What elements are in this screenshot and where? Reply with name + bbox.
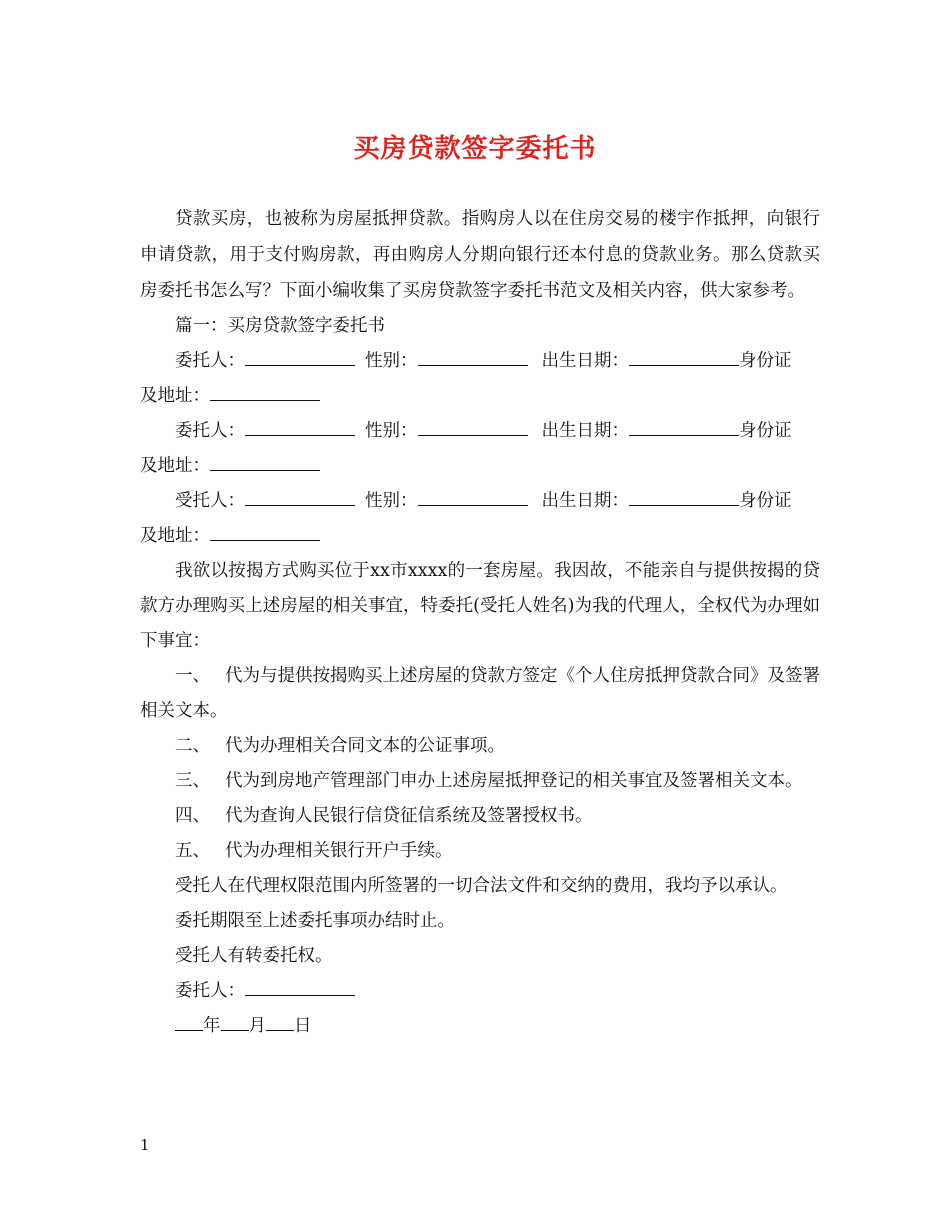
form-row — [140, 484, 820, 519]
page-number: 1 — [140, 1136, 150, 1154]
address-row — [140, 519, 820, 554]
statement-paragraph: 我欲以按揭方式购买位于xx市xxxx的一套房屋。我因故，不能亲自与提供按揭的贷款方办理购买上述房屋的相关事宜，特委托(受托人姓名)为我的代理人，全权代为办理如下事宜： — [140, 561, 820, 651]
item-number: 五、 — [175, 841, 210, 861]
item-text: 代为查询人民银行信贷征信系统及签署授权书。 — [225, 806, 593, 826]
item-number: 三、 — [175, 771, 210, 791]
role-label: 受托人： — [175, 491, 245, 511]
form-block-2 — [140, 414, 820, 484]
birth-blank — [629, 347, 739, 366]
address-blank — [210, 382, 320, 401]
address-row — [140, 379, 820, 414]
document-title: 买房贷款签字委托书 — [353, 134, 597, 164]
gender-label: 性别： — [365, 351, 418, 371]
date-row — [140, 1009, 820, 1044]
document-body — [140, 201, 820, 1044]
gender-blank — [418, 417, 528, 436]
list-item-4 — [140, 799, 820, 834]
day-blank — [266, 1012, 294, 1031]
gender-label: 性别： — [365, 421, 418, 441]
intro-paragraph: 贷款买房，也被称为房屋抵押贷款。指购房人以在住房交易的楼宇作抵押，向银行申请贷款，用于支付购房款，再由购房人分期向银行还本付息的贷款业务。那么贷款买房委托书怎么写？下面小编收集了买房贷款签字委托书范文及相关内容，供大家参考。 — [140, 209, 820, 301]
closing-line-3: 受托人有转委托权。 — [175, 946, 333, 966]
day-label: 日 — [294, 1016, 312, 1036]
name-blank — [245, 417, 355, 436]
form-block-1 — [140, 344, 820, 414]
id-label: 身份证 — [739, 351, 792, 371]
birth-label: 出生日期： — [541, 351, 629, 371]
role-label: 委托人： — [175, 421, 245, 441]
item-text: 代为办理相关银行开户手续。 — [225, 841, 453, 861]
closing-line-1: 受托人在代理权限范围内所签署的一切合法文件和交纳的费用，我均予以承认。 — [175, 876, 788, 896]
address-row — [140, 449, 820, 484]
address-blank — [210, 452, 320, 471]
birth-label: 出生日期： — [541, 421, 629, 441]
signature-label: 委托人： — [175, 981, 245, 1001]
item-text: 代为与提供按揭购买上述房屋的贷款方签定《个人住房抵押贷款合同》及签署相关文本。 — [140, 666, 820, 721]
address-label: 及地址： — [140, 386, 210, 406]
item-number: 四、 — [175, 806, 210, 826]
month-label: 月 — [248, 1016, 266, 1036]
year-label: 年 — [203, 1016, 221, 1036]
month-blank — [221, 1012, 249, 1031]
name-blank — [245, 487, 355, 506]
form-block-3 — [140, 484, 820, 554]
role-label: 委托人： — [175, 351, 245, 371]
closing-line-2: 委托期限至上述委托事项办结时止。 — [175, 911, 455, 931]
signature-row — [140, 974, 820, 1009]
address-blank — [210, 522, 320, 541]
item-text: 代为办理相关合同文本的公证事项。 — [225, 736, 505, 756]
signature-blank — [245, 977, 355, 996]
address-label: 及地址： — [140, 526, 210, 546]
item-text: 代为到房地产管理部门申办上述房屋抵押登记的相关事宜及签署相关文本。 — [225, 771, 803, 791]
form-row — [140, 414, 820, 449]
item-number: 二、 — [175, 736, 210, 756]
gender-blank — [418, 347, 528, 366]
list-item-2 — [140, 729, 820, 764]
gender-blank — [418, 487, 528, 506]
form-row — [140, 344, 820, 379]
year-blank — [175, 1012, 203, 1031]
birth-blank — [629, 417, 739, 436]
id-label: 身份证 — [739, 491, 792, 511]
list-item-3 — [140, 764, 820, 799]
id-label: 身份证 — [739, 421, 792, 441]
birth-blank — [629, 487, 739, 506]
list-item-5 — [140, 834, 820, 869]
chapter-heading: 篇一：买房贷款签字委托书 — [175, 316, 385, 336]
name-blank — [245, 347, 355, 366]
gender-label: 性别： — [365, 491, 418, 511]
item-number: 一、 — [175, 666, 210, 686]
list-item-1 — [140, 659, 820, 729]
birth-label: 出生日期： — [541, 491, 629, 511]
address-label: 及地址： — [140, 456, 210, 476]
